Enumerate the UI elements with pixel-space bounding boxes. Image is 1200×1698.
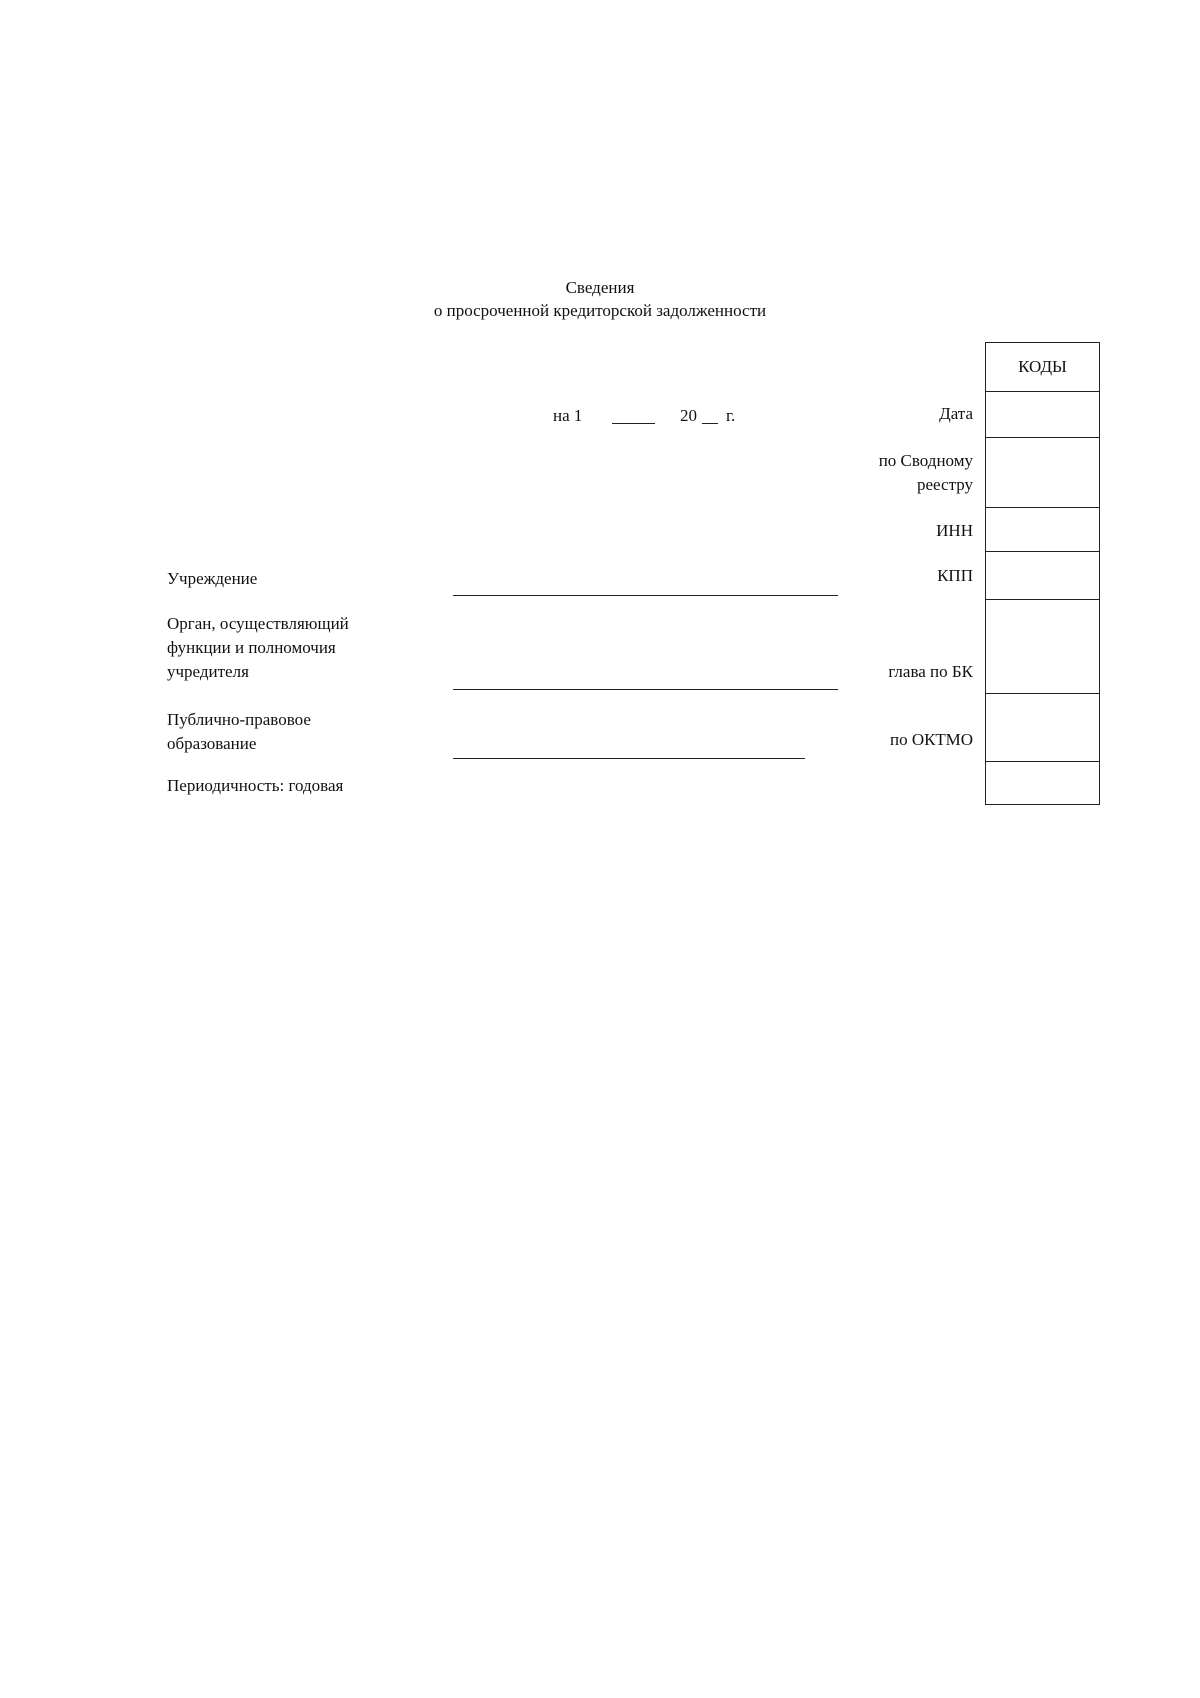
document-title-line2: о просроченной кредиторской задолженности xyxy=(433,301,767,320)
document-title-line1: Сведения xyxy=(565,278,635,297)
code-cell-date[interactable] xyxy=(986,391,1099,437)
code-cell-kpp[interactable] xyxy=(986,551,1099,599)
label-public-entity-line1: Публично-правовое xyxy=(167,710,311,729)
date-year-suffix: г. xyxy=(726,406,736,425)
code-cell-registry[interactable] xyxy=(986,437,1099,507)
label-public-entity-line2: образование xyxy=(167,734,257,753)
label-periodicity: Периодичность: годовая xyxy=(167,776,344,795)
date-year-prefix: 20 xyxy=(680,406,697,425)
public-entity-field-line[interactable] xyxy=(453,758,805,759)
code-cell-extra[interactable] xyxy=(986,761,1099,804)
label-registry-line1: по Сводному xyxy=(878,451,973,470)
date-year-blank[interactable] xyxy=(702,423,718,424)
label-oktmo: по ОКТМО xyxy=(889,730,973,749)
founder-field-line[interactable] xyxy=(453,689,838,690)
label-founder-line3: учредителя xyxy=(167,662,249,681)
label-date: Дата xyxy=(939,404,973,423)
label-institution: Учреждение xyxy=(167,569,258,588)
date-prefix: на 1 xyxy=(553,406,583,425)
label-glava-bk: глава по БК xyxy=(888,662,973,681)
code-cell-inn[interactable] xyxy=(986,507,1099,551)
date-month-blank[interactable] xyxy=(612,423,655,424)
code-cell-glava-bk[interactable] xyxy=(986,599,1099,693)
label-registry-line2: реестру xyxy=(917,475,973,494)
label-inn: ИНН xyxy=(936,521,973,540)
institution-field-line[interactable] xyxy=(453,595,838,596)
label-founder-line1: Орган, осуществляющий xyxy=(167,614,349,633)
code-cell-oktmo[interactable] xyxy=(986,693,1099,761)
codes-table xyxy=(985,342,1100,805)
codes-header: КОДЫ xyxy=(1018,357,1067,376)
label-kpp: КПП xyxy=(937,566,973,585)
label-founder-line2: функции и полномочия xyxy=(167,638,336,657)
